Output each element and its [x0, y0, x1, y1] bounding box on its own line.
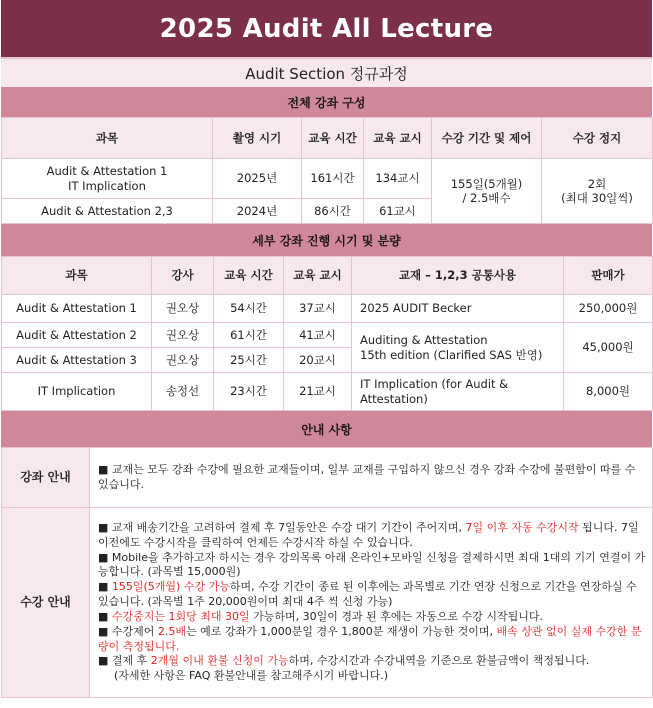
- header-teacher: 강사: [152, 257, 214, 295]
- notice-item: ■ 결제 후 2개월 이내 환불 신청이 가능하며, 수강시간과 수강내역을 기준으로 환불금액이 책정됩니다.: [98, 654, 590, 668]
- page-subtitle: Audit Section 정규과정: [1, 57, 652, 87]
- course-hours: 25시간: [214, 348, 284, 373]
- detail-row: [2, 323, 653, 348]
- course-periods: 20교시: [284, 348, 352, 373]
- course-notice-head: 강좌 안내: [2, 448, 90, 508]
- teacher-name: 권오상: [152, 348, 214, 373]
- price: 250,000원: [564, 295, 653, 323]
- book-title: IT Implication (for Audit & Attestation): [352, 373, 564, 411]
- price: 45,000원: [564, 323, 653, 373]
- teacher-name: 권오상: [152, 323, 214, 348]
- period-control: 155일(5개월) / 2.5배수: [432, 159, 542, 224]
- overview-table: [1, 117, 653, 224]
- detail-row: [2, 295, 653, 323]
- lecture-info-page: [1, 0, 652, 698]
- header-hours: 교육 시간: [214, 257, 284, 295]
- course-periods: 41교시: [284, 323, 352, 348]
- course-hours: 86시간: [302, 199, 364, 224]
- notice-item: ■ Mobile을 추가하고자 하시는 경우 강의목록 아래 온라인+모바일 신청을 결제하시면 최대 1대의 기기 연결이 가능합니다. (과목별 15,000원): [98, 550, 646, 579]
- shoot-year: 2025년: [213, 159, 302, 199]
- header-period-control: 수강 기간 및 제어: [432, 118, 542, 159]
- course-periods: 21교시: [284, 373, 352, 411]
- teacher-name: 송정선: [152, 373, 214, 411]
- header-shoot-year: 촬영 시기: [213, 118, 302, 159]
- course-name: Audit & Attestation 1: [2, 295, 152, 323]
- course-name: Audit & Attestation 3: [2, 348, 152, 373]
- overview-row: [2, 159, 653, 199]
- course-notice-text: ■ 교재는 모두 강좌 수강에 필요한 교재들이며, 일부 교재를 구입하지 않으신 경우 강좌 수강에 불편함이 따를 수 있습니다.: [90, 448, 653, 508]
- notes-table: [1, 447, 653, 698]
- detail-header-row: [2, 257, 653, 295]
- course-periods: 61교시: [364, 199, 432, 224]
- detail-row: [2, 373, 653, 411]
- overview-band: 전체 강좌 구성: [1, 87, 652, 117]
- study-notice-head: 수강 안내: [2, 508, 90, 698]
- header-course: 과목: [2, 257, 152, 295]
- notice-item: ■ 155일(5개월) 수강 가능하며, 수강 기간이 종료 된 이후에는 과목별로 기간 연장 신청으로 기간을 연장하실 수 있습니다. (과목별 1주 20,000원이며 최대 4주 씩 신청 가능): [98, 580, 637, 609]
- course-name: Audit & Attestation 1 IT Implication: [2, 159, 213, 199]
- notice-item: ■ 수강제어 2.5배는 예로 강좌가 1,000분일 경우 1,800분 재생이 가능한 것이며, 배속 상관 없이 실제 수강한 분량이 측정됩니다.: [98, 624, 642, 653]
- detail-table: [1, 256, 653, 411]
- course-hours: 161시간: [302, 159, 364, 199]
- notes-band: 안내 사항: [1, 411, 652, 447]
- teacher-name: 권오상: [152, 295, 214, 323]
- detail-band: 세부 강좌 진행 시기 및 분량: [1, 224, 652, 256]
- header-price: 판매가: [564, 257, 653, 295]
- shoot-year: 2024년: [213, 199, 302, 224]
- course-name: Audit & Attestation 2,3: [2, 199, 213, 224]
- course-periods: 134교시: [364, 159, 432, 199]
- header-books: 교재 – 1,2,3 공통사용: [352, 257, 564, 295]
- course-hours: 54시간: [214, 295, 284, 323]
- book-title: 2025 AUDIT Becker: [352, 295, 564, 323]
- course-name: IT Implication: [2, 373, 152, 411]
- header-course: 과목: [2, 118, 213, 159]
- book-title: Auditing & Attestation 15th edition (Clarified SAS 반영): [352, 323, 564, 373]
- overview-header-row: [2, 118, 653, 159]
- study-notice-body: [90, 508, 653, 698]
- header-periods: 교육 교시: [364, 118, 432, 159]
- notice-item: ■ 교재 배송기간을 고려하여 결제 후 7일동안은 수강 대기 기간이 주어지며, 7일 이후 자동 수강시작 됩니다. 7일 이전에도 수강시작을 클릭하여 언제든 수강시작 하실 수 있습니다.: [98, 520, 639, 549]
- study-notice-row: [2, 508, 653, 698]
- header-hours: 교육 시간: [302, 118, 364, 159]
- course-name: Audit & Attestation 2: [2, 323, 152, 348]
- header-suspension: 수강 정지: [542, 118, 653, 159]
- notice-faq-reference: (자세한 사항은 FAQ 환불안내를 참고해주시기 바랍니다.): [114, 669, 389, 683]
- course-hours: 23시간: [214, 373, 284, 411]
- course-notice-row: [2, 448, 653, 508]
- header-periods: 교육 교시: [284, 257, 352, 295]
- course-periods: 37교시: [284, 295, 352, 323]
- page-title: 2025 Audit All Lecture: [1, 0, 652, 57]
- suspension-info: 2회 (최대 30일씩): [542, 159, 653, 224]
- notice-item: ■ 수강중지는 1회당 최대 30일 가능하며, 30일이 경과 된 후에는 자동으로 수강 시작됩니다.: [98, 609, 543, 623]
- price: 8,000원: [564, 373, 653, 411]
- course-hours: 61시간: [214, 323, 284, 348]
